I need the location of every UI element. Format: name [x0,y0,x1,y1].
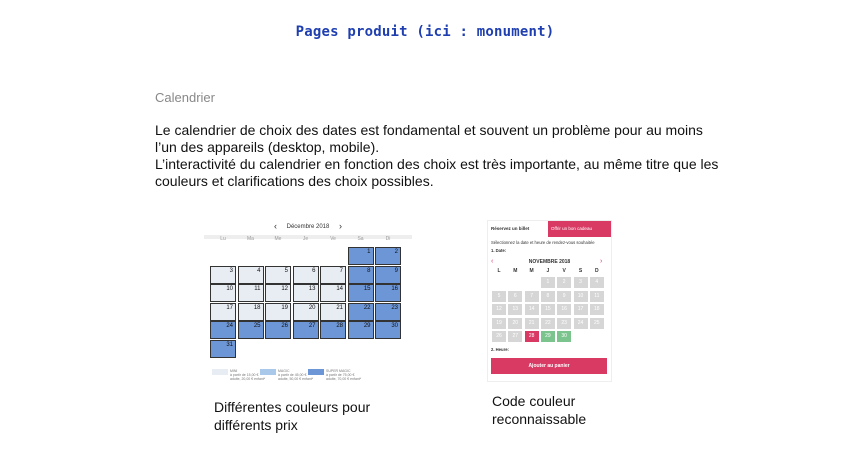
calendar-day[interactable]: 22 [541,318,555,329]
chevron-right-icon[interactable]: › [339,221,342,231]
calendar-month: Décembre 2018 [286,224,330,230]
calendar-day[interactable]: 15 [348,284,374,302]
calendar-day[interactable]: 23 [375,303,401,321]
weekday-label: Sa [357,236,364,242]
calendar-day[interactable]: 11 [590,291,604,302]
legend-item [260,369,313,381]
calendar-day[interactable]: 17 [210,303,236,321]
legend-item [212,369,265,381]
legend-line2: adulte, 20,00 € enfant* [230,377,266,381]
weekday-label: Lu [220,236,226,242]
calendar-day[interactable]: 24 [210,321,236,339]
caption-line: Différentes couleurs pour [214,399,371,415]
legend-name: SUPER MAGIC [326,369,351,373]
legend-line2: adulte, 70,00 € enfant* [326,377,362,381]
calendar-day[interactable]: 16 [375,284,401,302]
calendar-day[interactable]: 21 [320,303,346,321]
calendar-day[interactable]: 8 [348,266,374,284]
calendar-day[interactable]: 4 [590,277,604,288]
section-label: Calendrier [155,90,215,105]
weekday-label: M [529,268,534,274]
weekday-label: D [594,268,599,274]
booking-tabs [488,221,611,237]
calendar-day[interactable]: 5 [492,291,506,302]
date-label: 1. Date: [491,248,507,253]
calendar-day[interactable]: 21 [525,318,539,329]
calendar-day[interactable]: 14 [525,304,539,315]
calendar-day[interactable]: 10 [210,284,236,302]
calendar-day[interactable]: 11 [238,284,264,302]
calendar-day[interactable]: 29 [541,331,555,342]
legend-text [326,369,361,381]
legend-name: MINI [230,369,238,373]
caption-price-colors [214,398,370,434]
add-to-cart-button[interactable]: Ajouter au panier [491,358,607,374]
legend-swatch [308,369,324,375]
calendar-month: NOVEMBRE 2018 [528,259,571,265]
calendar-day[interactable]: 9 [375,266,401,284]
page-title: Pages produit (ici : monument) [295,24,555,40]
weekday-label: Ma [247,236,254,242]
tab-book-ticket[interactable]: Réservez un billet [488,221,548,237]
calendar-day[interactable]: 3 [210,266,236,284]
calendar-day[interactable]: 30 [375,321,401,339]
calendar-day[interactable]: 30 [557,331,571,342]
calendar-day[interactable]: 13 [293,284,319,302]
calendar-day[interactable]: 18 [590,304,604,315]
weekday-label: S [578,268,583,274]
calendar-day[interactable]: 27 [293,321,319,339]
calendar-day[interactable]: 6 [293,266,319,284]
calendar-day[interactable]: 20 [293,303,319,321]
calendar-day[interactable]: 23 [557,318,571,329]
chevron-left-icon[interactable]: ‹ [491,258,494,265]
caption-line: reconnaissable [492,411,587,427]
calendar-day[interactable]: 25 [238,321,264,339]
calendar-header [204,219,412,235]
calendar-day[interactable]: 15 [541,304,555,315]
tab-gift-voucher[interactable]: Offrir un bon cadeau [548,221,611,237]
caption-color-code [492,392,586,428]
calendar-day[interactable]: 22 [348,303,374,321]
calendar-day[interactable]: 6 [508,291,522,302]
legend-line1: à partir de 75,00 € [326,373,355,377]
weekday-label: M [513,268,518,274]
caption-line: Code couleur [492,393,576,409]
calendar-day[interactable]: 25 [590,318,604,329]
calendar-day[interactable]: 5 [265,266,291,284]
calendar-day[interactable]: 29 [348,321,374,339]
calendar-day[interactable]: 19 [265,303,291,321]
calendar-day[interactable]: 8 [541,291,555,302]
calendar-day[interactable]: 28 [525,331,539,342]
paragraph-line: couleurs et clarifications des choix possibles. [155,173,434,189]
calendar-day[interactable]: 12 [492,304,506,315]
calendar-day[interactable]: 27 [508,331,522,342]
calendar-day[interactable]: 28 [320,321,346,339]
weekday-label: J [546,268,550,274]
legend-item [308,369,361,381]
calendar-day[interactable]: 16 [557,304,571,315]
calendar-day[interactable]: 9 [557,291,571,302]
calendar-day[interactable]: 31 [210,340,236,358]
calendar-day[interactable]: 12 [265,284,291,302]
booking-calendar-screenshot [487,220,612,382]
calendar-day[interactable]: 20 [508,318,522,329]
calendar-day[interactable]: 10 [574,291,588,302]
weekday-label: Di [385,236,391,242]
chevron-left-icon[interactable]: ‹ [274,221,277,231]
legend-line1: à partir de 45,00 € [278,373,307,377]
calendar-day[interactable]: 3 [574,277,588,288]
calendar-day[interactable]: 19 [492,318,506,329]
calendar-day[interactable]: 1 [541,277,555,288]
calendar-day[interactable]: 7 [525,291,539,302]
weekday-label: L [497,268,501,274]
weekday-label: V [562,268,566,274]
price-calendar-screenshot [204,219,412,389]
calendar-day[interactable]: 14 [320,284,346,302]
weekday-label: Ve [330,236,336,242]
legend-line1: à partir de 15,00 € [230,373,259,377]
date-instruction: Sélectionnez la date et heure de rendez-vous souhaitée [491,240,595,245]
legend-line2: adulte, 50,00 € enfant* [278,377,314,381]
calendar-day[interactable]: 2 [375,247,401,265]
calendar-day[interactable]: 7 [320,266,346,284]
caption-line: différents prix [214,417,298,433]
legend-swatch [212,369,228,375]
hour-label: 2. Heure: [491,347,509,352]
calendar-day[interactable]: 1 [348,247,374,265]
paragraph-line: l’un des appareils (desktop, mobile). [155,139,380,155]
calendar-day[interactable]: 4 [238,266,264,284]
weekday-label: Je [302,236,309,242]
paragraph-line: Le calendrier de choix des dates est fondamental et souvent un problème pour au moins [155,122,703,138]
paragraph-line: L’interactivité du calendrier en fonction des choix est très importante, au même titre que les [155,156,719,172]
legend-name: MAGIC [278,369,290,373]
weekday-label: Me [274,236,282,242]
calendar-day[interactable]: 2 [557,277,571,288]
description-paragraph [155,122,719,190]
chevron-right-icon[interactable]: › [600,258,603,265]
calendar-day[interactable]: 17 [574,304,588,315]
calendar-day[interactable]: 26 [265,321,291,339]
calendar-day[interactable]: 13 [508,304,522,315]
legend-swatch [260,369,276,375]
calendar-day[interactable]: 24 [574,318,588,329]
calendar-day[interactable]: 18 [238,303,264,321]
calendar-day[interactable]: 26 [492,331,506,342]
